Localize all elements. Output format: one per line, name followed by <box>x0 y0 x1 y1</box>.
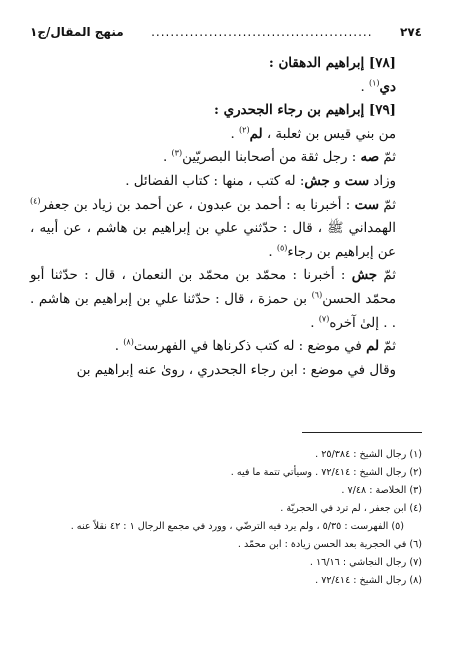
text-span: في موضع : له كتب ذكرناها في الفهرست <box>133 339 367 355</box>
text-span: وزاد <box>369 173 396 189</box>
entry-79-heading: [٧٩] إبراهيم بن رجاء الجحدري : <box>214 102 396 119</box>
text-span: . <box>360 79 369 95</box>
source-code: ست <box>354 196 380 213</box>
footnote-ref: (٢) <box>239 125 250 135</box>
text-span: : أخبرنا : محمّد بن محمّد بن النعمان ، قال : حدّثنا أبو محمّد الحسن <box>30 268 396 307</box>
text-span: : له كتب ، منها : كتاب الفضائل . <box>125 173 305 189</box>
text-span: : أخبرنا به : أحمد بن عبدون ، عن أحمد بن زياد بن جعفر <box>40 197 355 213</box>
text-span: بن حمزة ، قال : حدّثنا علي بن إبراهيم بن هاشم . . . إلىٰ آخره <box>30 291 396 331</box>
text-span: و <box>329 173 345 189</box>
source-code: لم <box>249 125 263 142</box>
footnote-ref: (١) <box>369 78 380 88</box>
footnote-ref: (٥) <box>276 243 288 253</box>
footnote-ref: (٦) <box>311 290 323 300</box>
text-span: الهمداني ﷺ ، قال : حدّثني علي بن إبراهيم بن هاشم ، عن أبيه ، عن إبراهيم بن رجاء <box>30 221 396 260</box>
text-span: . <box>114 339 124 355</box>
text-span: . <box>163 150 172 166</box>
footnote: (٥) الفهرست : ٥/٣٥ ، ولم يرد فيه الترضّي ، وورد في مجمع الرجال ١ : ٤٢ نقلاً عنه . <box>70 521 404 532</box>
source-code: دي <box>379 78 396 95</box>
entry-79-line-1 <box>30 123 424 147</box>
text-span: ثمّ <box>377 268 397 284</box>
source-code: جش <box>351 267 378 284</box>
entry-79-line-6 <box>30 335 424 359</box>
text-span: : رجل ثقة من أصحابنا البصريّين <box>182 150 361 166</box>
text-span: . <box>310 315 319 331</box>
footnote-ref: (٣) <box>171 148 183 158</box>
entry-79-line-4 <box>30 194 424 265</box>
text-span: من بني قيس بن ثعلبة ، <box>262 126 396 142</box>
source-code: جش <box>304 172 330 189</box>
entry-79-line-2 <box>30 146 424 170</box>
entry-78-heading: [٧٨] إبراهيم الدهقان : <box>268 55 396 71</box>
header-leader-dots: .............................................. <box>151 25 373 39</box>
entry-79-line-7: وقال في موضع : ابن رجاء الجحدري ، روىٰ عنه إبراهيم بن <box>76 362 396 378</box>
footnote: (١) رجال الشيخ : ٢٥/٣٨٤ . <box>315 449 422 460</box>
footnote-separator <box>302 432 422 433</box>
footnote: (٣) الخلاصة : ٧/٤٨ . <box>341 485 422 496</box>
text-span: ثمّ <box>379 339 396 355</box>
source-code: ست <box>344 172 370 189</box>
text-span: ثمّ <box>379 150 396 166</box>
entry-79-line-5 <box>30 264 424 335</box>
source-code: صه <box>360 149 380 166</box>
source-code: لم <box>366 338 380 355</box>
footnote-ref: (٤) <box>30 196 41 206</box>
text-span: ثمّ <box>379 197 396 213</box>
text-span: . <box>230 126 240 142</box>
footnote: (٦) في الحجرية بعد الحسن زيادة : ابن محمّد . <box>237 539 422 550</box>
main-text <box>30 52 424 382</box>
running-title: منهج المقال/ج١ <box>30 25 124 39</box>
entry-78-line <box>30 76 424 100</box>
footnotes <box>30 446 422 590</box>
footnote: (٨) رجال الشيخ : ٧٢/٤١٤ . <box>315 575 422 586</box>
text-span: . <box>268 244 277 260</box>
footnote: (٧) رجال النجاشي : ١٦/١٦ . <box>309 557 422 568</box>
page-number: ٢٧٤ <box>400 25 422 39</box>
footnote-ref: (٧) <box>318 314 330 324</box>
page-header <box>30 22 422 42</box>
footnote: (٤) ابن جعفر ، لم ترد في الحجريّة . <box>280 503 422 514</box>
entry-79-line-3 <box>30 170 424 194</box>
footnote-ref: (٨) <box>123 337 134 347</box>
footnote: (٢) رجال الشيخ : ٧٢/٤١٤ . وسيأتي تتمة ما فيه . <box>230 467 422 478</box>
